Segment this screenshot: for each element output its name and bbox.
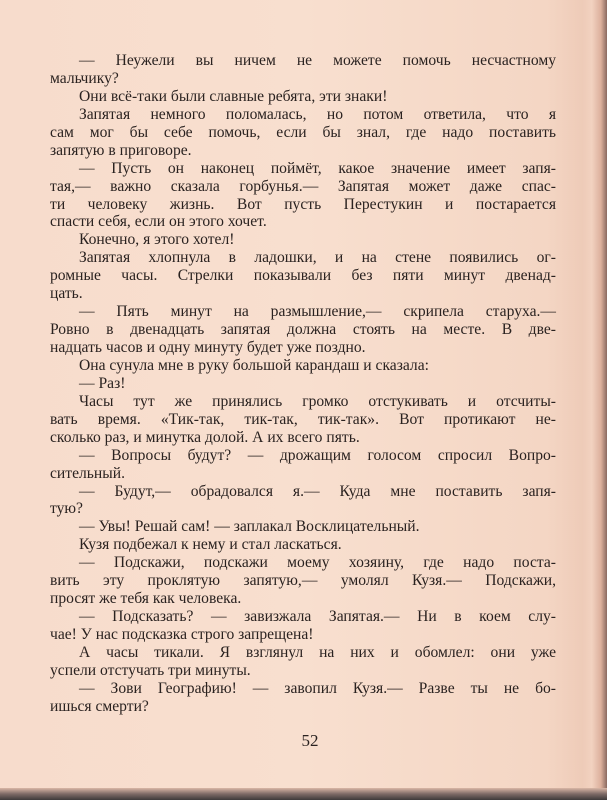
- text-line: — Зови Географию! — завопил Кузя.— Разве ты не бо-: [79, 679, 556, 697]
- paragraph: [50, 249, 556, 303]
- text-line: ишься смерти?: [50, 697, 149, 715]
- text-line: ти человеку жизнь. Вот пусть Перестукин и постарается: [50, 195, 556, 213]
- paragraph: [50, 483, 556, 519]
- body-text: [50, 52, 556, 716]
- text-line: просят же тебя как человека.: [50, 590, 242, 608]
- text-line: — Будут,— обрадовался я.— Куда мне поставить запя-: [79, 482, 556, 500]
- paragraph: [50, 518, 556, 536]
- text-line: чае! У нас подсказка строго запрещена!: [50, 626, 314, 643]
- text-line: успели отстучать три минуты.: [50, 661, 251, 679]
- paragraph: [50, 88, 556, 106]
- paragraph: [50, 160, 556, 232]
- paragraph: [50, 393, 556, 447]
- text-line: — Неужели вы ничем не можете помочь несчастному: [79, 52, 556, 69]
- paragraph: [50, 447, 556, 483]
- paragraph: [50, 106, 556, 160]
- text-line: — Раз!: [79, 374, 126, 392]
- paragraph: [50, 608, 556, 644]
- text-line: Они всё-таки были славные ребята, эти знаки!: [79, 87, 388, 105]
- paragraph: [50, 536, 556, 554]
- text-line: ромные часы. Стрелки показывали без пяти минут двенад-: [50, 267, 556, 285]
- text-line: сительный.: [50, 464, 125, 482]
- paragraph: [50, 303, 556, 357]
- text-line: тая,— важно сказала горбунья.— Запятая может даже спас-: [50, 177, 556, 195]
- text-line: — Подскажи, подскажи моему хозяину, где надо поста-: [79, 554, 556, 572]
- text-line: вать время. «Тик-так, тик-так, тик-так». Вот протикают не-: [50, 410, 556, 428]
- text-line: мальчику?: [50, 69, 119, 87]
- text-line: А часы тикали. Я взглянул на них и обомлел: они уже: [79, 643, 556, 661]
- text-line: Кузя подбежал к нему и стал ласкаться.: [79, 536, 342, 554]
- text-line: Часы тут же принялись громко отстукивать и отсчиты-: [79, 392, 556, 410]
- text-line: тую?: [50, 500, 83, 518]
- text-line: Ровно в двенадцать запятая должна стоять на месте. В две-: [50, 321, 556, 339]
- text-line: Она сунула мне в руку большой карандаш и сказала:: [79, 356, 429, 374]
- text-line: сколько раз, и минутка долой. А их всего пять.: [50, 428, 360, 446]
- page-number: 52: [301, 731, 319, 750]
- text-line: сам мог бы себе помочь, если бы знал, где надо поставить: [50, 123, 556, 141]
- text-line: вить эту проклятую запятую,— умолял Кузя.— Подскажи,: [50, 572, 556, 590]
- text-line: Запятая хлопнула в ладошки, и на стене появились ог-: [79, 249, 556, 267]
- text-line: — Пусть он наконец поймёт, какое значение имеет запя-: [79, 159, 556, 177]
- book-bottom-edge: [0, 788, 607, 800]
- paragraph: [50, 680, 556, 716]
- text-line: Конечно, я этого хотел!: [79, 231, 235, 249]
- text-line: — Увы! Решай сам! — заплакал Восклицательный.: [79, 518, 420, 536]
- text-line: Запятая немного поломалась, но потом ответила, что я: [79, 105, 556, 123]
- text-line: — Вопросы будут? — дрожащим голосом спросил Вопро-: [79, 446, 556, 464]
- paragraph: [50, 644, 556, 680]
- paragraph: [50, 231, 556, 249]
- text-line: — Пять минут на размышление,— скрипела старуха.—: [79, 303, 556, 321]
- text-line: запятую в приговоре.: [50, 141, 192, 159]
- paragraph: [50, 375, 556, 393]
- text-line: надцать часов и одну минуту будет уже поздно.: [50, 339, 366, 356]
- paragraph: [50, 52, 556, 88]
- text-line: спасти себя, если он этого хочет.: [50, 213, 267, 231]
- paragraph: [50, 357, 556, 375]
- text-line: — Подсказать? — завизжала Запятая.— Ни в коем слу-: [79, 608, 556, 626]
- text-line: цать.: [50, 285, 83, 303]
- paragraph: [50, 554, 556, 608]
